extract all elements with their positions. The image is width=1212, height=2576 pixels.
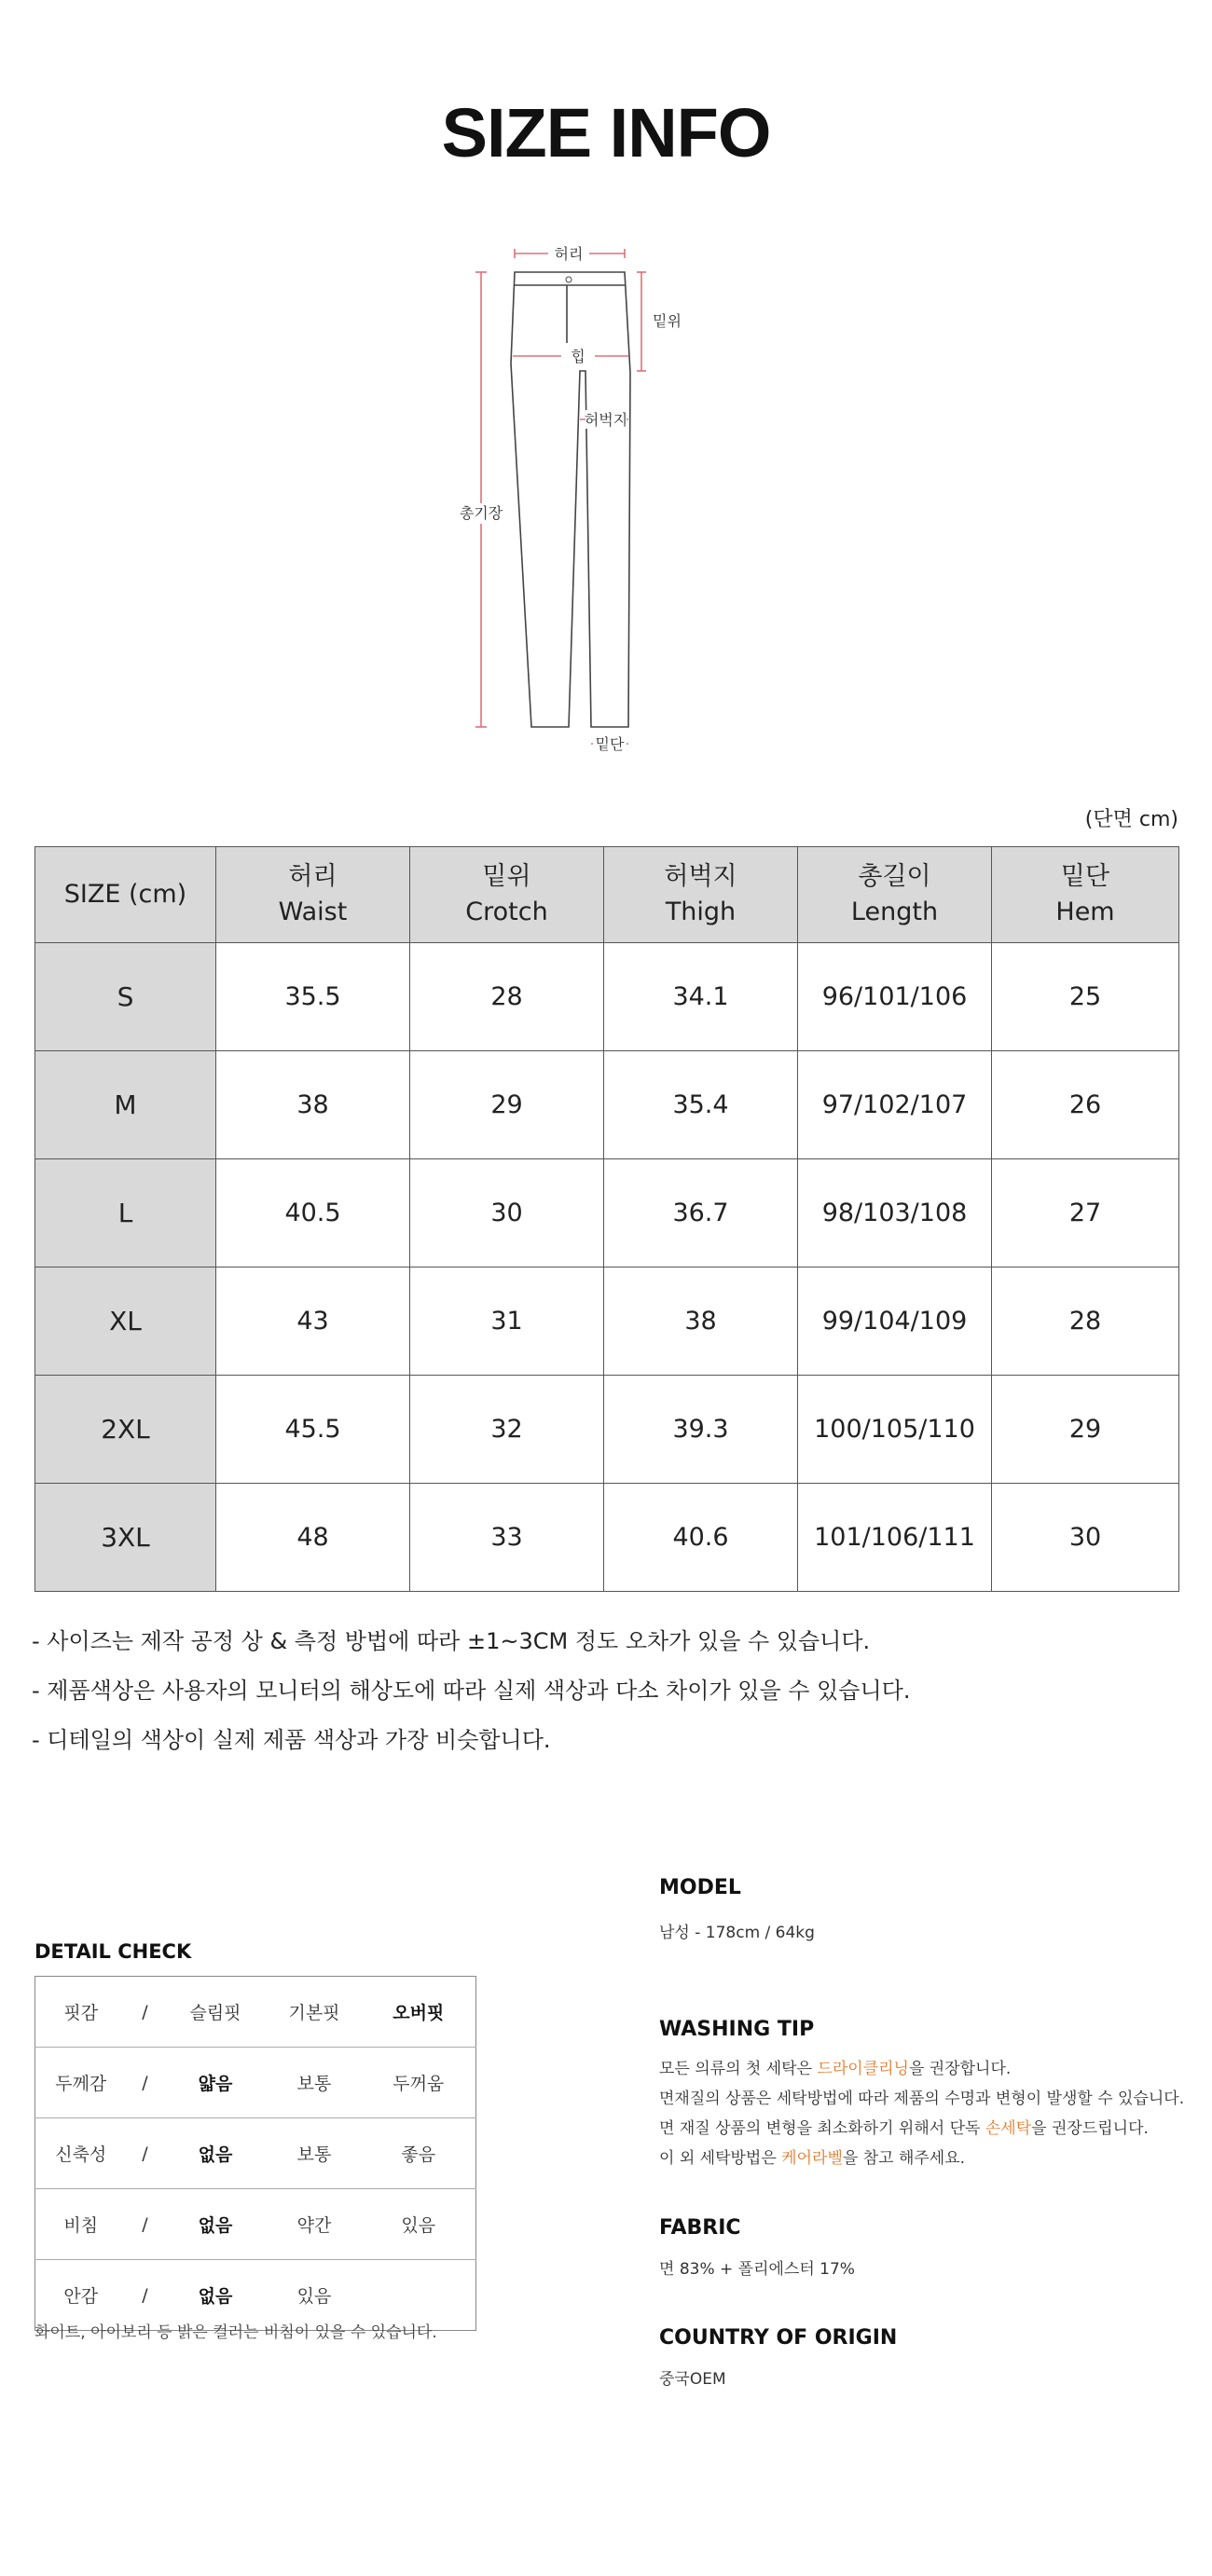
table-cell: 34.1 [604, 943, 798, 1051]
detail-check-label: 안감 [63, 2286, 99, 2307]
detail-check-option: 두꺼움 [393, 2074, 445, 2094]
table-cell: 97/102/107 [798, 1051, 992, 1159]
washing-section [659, 2018, 1184, 2173]
detail-check-option: 기본핏 [288, 2003, 340, 2023]
size-label-cell: 3XL [35, 1484, 216, 1592]
table-cell: 40.6 [604, 1484, 798, 1592]
detail-check-option: 있음 [401, 2215, 436, 2236]
table-cell: 29 [410, 1051, 604, 1159]
table-cell: 32 [410, 1376, 604, 1484]
detail-check-row [35, 2118, 476, 2189]
detail-check-option: 오버핏 [393, 2003, 445, 2023]
label-crotch: 밑위 [653, 312, 682, 330]
model-text: 남성 - 178cm / 64kg [659, 1924, 815, 1942]
detail-check-option: 약간 [296, 2215, 332, 2236]
size-label-cell: L [35, 1159, 216, 1267]
model-section [659, 1876, 815, 1948]
detail-check-separator: / [142, 2213, 148, 2235]
table-cell: 33 [410, 1484, 604, 1592]
button-icon [566, 277, 572, 282]
size-table-header [35, 847, 1179, 943]
detail-check-title: DETAIL CHECK [34, 1940, 192, 1963]
detail-check-option: 보통 [296, 2074, 332, 2094]
table-cell: 30 [410, 1159, 604, 1267]
table-cell: 98/103/108 [798, 1159, 992, 1267]
size-label-cell: S [35, 943, 216, 1051]
detail-check-label: 비침 [63, 2215, 99, 2236]
table-cell: 99/104/109 [798, 1267, 992, 1376]
table-row [35, 1376, 1179, 1484]
detail-check-table [34, 1976, 476, 2331]
table-cell: 36.7 [604, 1159, 798, 1267]
notes [32, 1617, 910, 1765]
size-label-cell: M [35, 1051, 216, 1159]
washing-line: 면 재질 상품의 변형을 최소화하기 위해서 단독 손세탁을 권장드립니다. [659, 2119, 1149, 2138]
table-cell: 101/106/111 [798, 1484, 992, 1592]
detail-check-label: 두께감 [55, 2074, 107, 2094]
detail-check-label: 신축성 [55, 2144, 107, 2165]
table-cell: 28 [410, 943, 604, 1051]
header-thigh: 허벅지 Thigh [604, 847, 798, 943]
table-row [35, 1159, 1179, 1267]
table-row [35, 943, 1179, 1051]
washing-line: 모든 의류의 첫 세탁은 드라이클리닝을 권장합니다. [659, 2060, 1012, 2078]
origin-title: COUNTRY OF ORIGIN [659, 2326, 898, 2350]
fabric-title: FABRIC [659, 2216, 741, 2240]
detail-check-option: 슬림핏 [189, 2003, 241, 2023]
table-cell: 39.3 [604, 1376, 798, 1484]
table-cell: 35.5 [216, 943, 410, 1051]
table-cell: 40.5 [216, 1159, 410, 1267]
label-waist: 허리 [554, 245, 584, 263]
detail-check-row [35, 1977, 476, 2048]
detail-check-separator: / [142, 2072, 148, 2093]
table-cell: 25 [992, 943, 1179, 1051]
table-cell: 35.4 [604, 1051, 798, 1159]
table-cell: 45.5 [216, 1376, 410, 1484]
table-row [35, 1051, 1179, 1159]
table-row [35, 1267, 1179, 1376]
header-length: 총길이 Length [798, 847, 992, 943]
detail-check-row [35, 2048, 476, 2118]
header-waist: 허리 Waist [216, 847, 410, 943]
table-cell: 29 [992, 1376, 1179, 1484]
table-cell: 31 [410, 1267, 604, 1376]
fabric-text: 면 83% + 폴리에스터 17% [659, 2260, 855, 2279]
table-cell: 48 [216, 1484, 410, 1592]
washing-title: WASHING TIP [659, 2018, 815, 2041]
size-table [34, 846, 1179, 1592]
unit-note: (단면 cm) [1084, 808, 1178, 831]
table-cell: 26 [992, 1051, 1179, 1159]
header-size: SIZE (cm) [35, 847, 216, 943]
table-cell: 38 [216, 1051, 410, 1159]
fabric-section [659, 2216, 855, 2284]
table-cell: 38 [604, 1267, 798, 1376]
label-length: 총기장 [459, 504, 503, 522]
detail-check-note: 화이트, 아이보리 등 밝은 컬러는 비침이 있을 수 있습니다. [34, 2323, 437, 2342]
note-line: - 디테일의 색상이 실제 제품 색상과 가장 비슷합니다. [32, 1727, 551, 1753]
page-title: SIZE INFO [441, 94, 771, 171]
table-cell: 100/105/110 [798, 1376, 992, 1484]
header-hem: 밑단 Hem [992, 847, 1179, 943]
label-thigh: 허벅지 [584, 411, 628, 429]
header-crotch: 밑위 Crotch [410, 847, 604, 943]
detail-check-option: 없음 [198, 2286, 233, 2307]
washing-line: 면재질의 상품은 세탁방법에 따라 제품의 수명과 변형이 발생할 수 있습니다. [659, 2090, 1185, 2108]
note-line: - 제품색상은 사용자의 모니터의 해상도에 따라 실제 색상과 다소 차이가 있을 수 있습니다. [32, 1678, 911, 1704]
detail-check-option: 보통 [296, 2144, 332, 2165]
origin-section [659, 2326, 897, 2394]
detail-check-option: 좋음 [401, 2144, 436, 2165]
detail-check-label: 핏감 [63, 2003, 99, 2023]
size-label-cell: XL [35, 1267, 216, 1376]
table-cell: 27 [992, 1159, 1179, 1267]
table-cell: 28 [992, 1267, 1179, 1376]
detail-check-row [35, 2189, 476, 2260]
note-line: - 사이즈는 제작 공정 상 & 측정 방법에 따라 ±1~3CM 정도 오차가 있을 수 있습니다. [32, 1628, 871, 1654]
detail-check-separator: / [142, 2284, 148, 2306]
pants-measurement-diagram [429, 233, 764, 764]
label-hip: 힙 [571, 348, 585, 365]
model-title: MODEL [659, 1876, 741, 1899]
label-hem: 밑단 [595, 735, 625, 753]
pants-outline [511, 272, 630, 727]
detail-check-separator: / [142, 2143, 148, 2164]
table-cell: 43 [216, 1267, 410, 1376]
detail-check-option: 없음 [198, 2215, 233, 2236]
washing-line: 이 외 세탁방법은 케어라벨을 참고 해주세요. [659, 2149, 966, 2168]
detail-check-option: 없음 [198, 2144, 233, 2165]
table-row [35, 1484, 1179, 1592]
size-label-cell: 2XL [35, 1376, 216, 1484]
detail-check-option: 있음 [296, 2286, 332, 2307]
table-cell: 96/101/106 [798, 943, 992, 1051]
origin-text: 중국OEM [659, 2370, 726, 2389]
table-cell: 30 [992, 1484, 1179, 1592]
detail-check-option: 얇음 [198, 2074, 233, 2094]
detail-check-separator: / [142, 2001, 148, 2022]
